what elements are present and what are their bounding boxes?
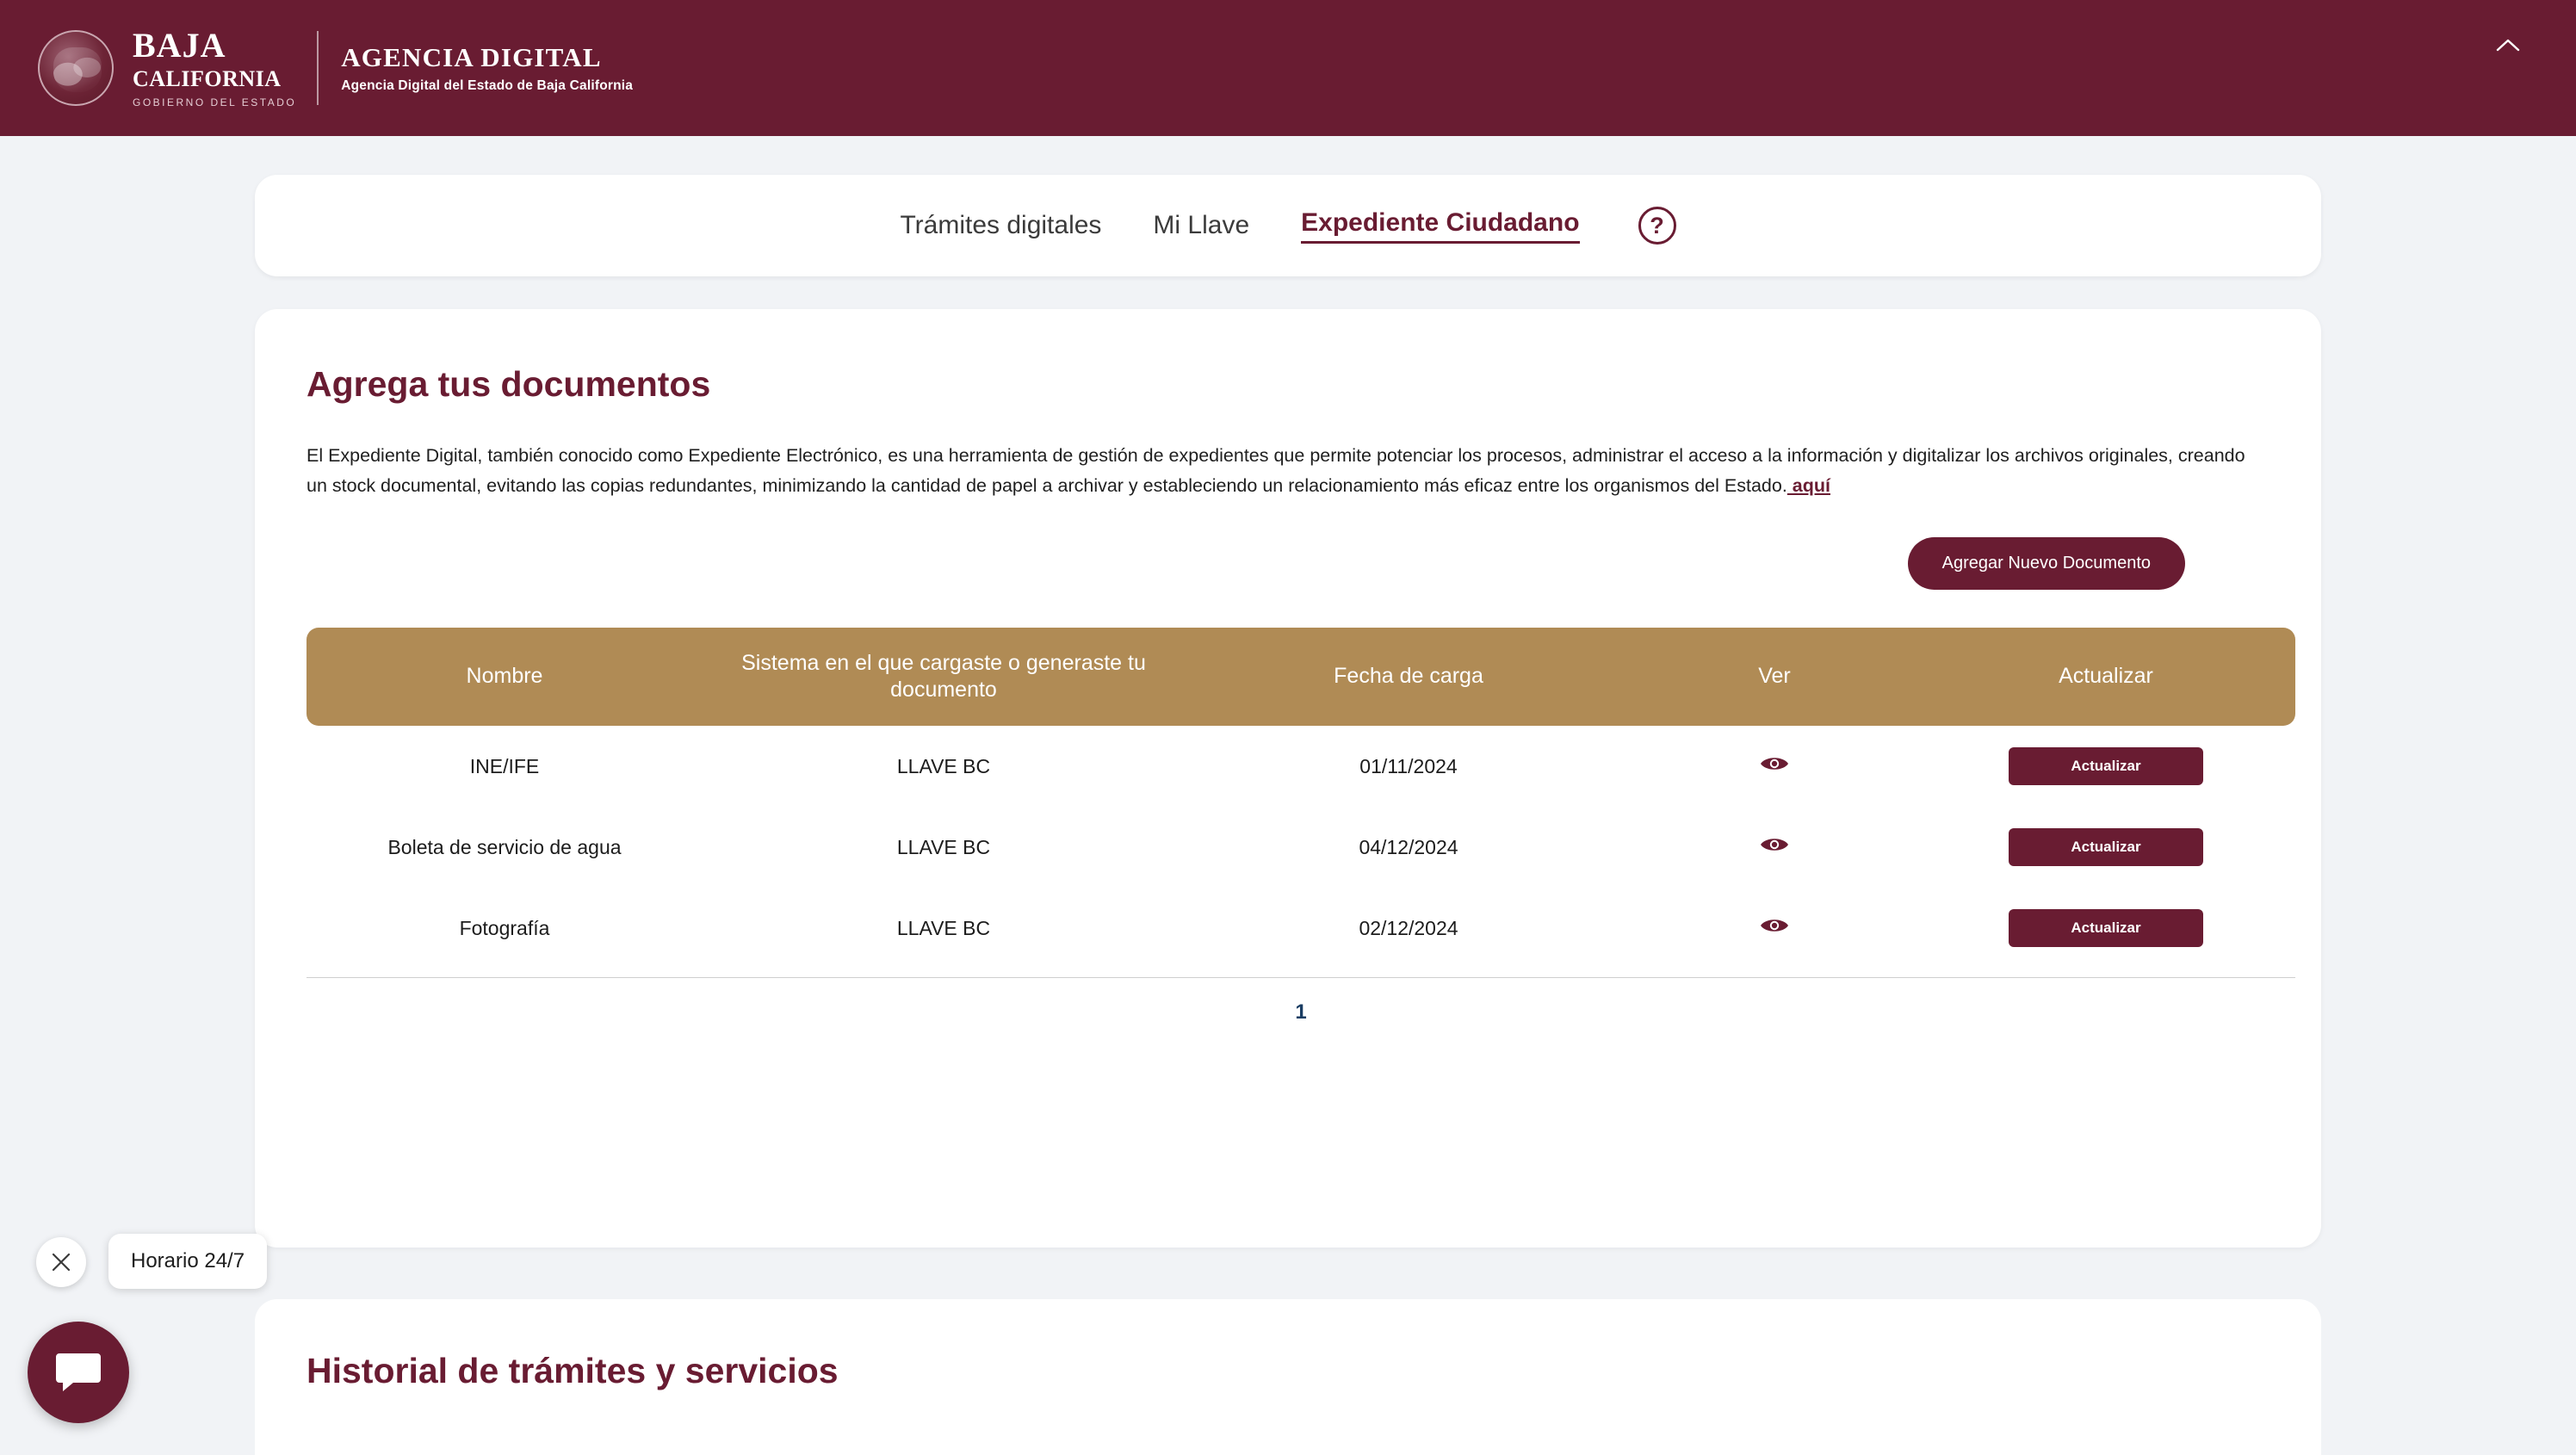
documents-table-body	[307, 726, 2295, 969]
intro-text: El Expediente Digital, también conocido como Expediente Electrónico, es una herramienta de gestión de expedientes que permite potenciar los procesos, administrar el acceso a la información y digitalizar los archivos originales, creando un stock documental, evitando las copias redundantes, minimizando la cantidad de papel a archivar y estableciendo un relacionamiento más eficaz entre los organismos del Estado.	[307, 445, 2245, 496]
cell-sistema: LLAVE BC	[896, 835, 991, 858]
documents-table-wrapper	[307, 628, 2269, 1025]
chevron-up-icon[interactable]	[2493, 31, 2523, 60]
history-card	[255, 1299, 2321, 1455]
table-row	[307, 888, 2295, 969]
documents-card	[255, 309, 2321, 1248]
documents-table	[307, 628, 2295, 969]
page-content	[0, 175, 2576, 1455]
cell-sistema: LLAVE BC	[896, 916, 991, 939]
tab-tramites-digitales[interactable]: Trámites digitales	[900, 211, 1102, 239]
cell-fecha: 04/12/2024	[1359, 835, 1458, 858]
cell-fecha: 01/11/2024	[1359, 754, 1458, 777]
history-title: Historial de trámites y servicios	[307, 1351, 839, 1390]
intro-link-aqui[interactable]: aquí	[1786, 474, 1830, 496]
table-row	[307, 726, 2295, 807]
brand-micro: GOBIERNO DEL ESTADO	[133, 96, 297, 108]
cell-nombre: INE/IFE	[469, 754, 540, 777]
brand-block	[133, 28, 296, 108]
cell-ver	[1632, 888, 1917, 969]
close-icon[interactable]	[36, 1237, 86, 1287]
state-seal-icon	[38, 30, 114, 106]
col-actualizar: Actualizar	[1917, 628, 2295, 727]
eye-icon[interactable]	[1760, 753, 1789, 774]
header-divider	[317, 31, 319, 105]
eye-icon[interactable]	[1760, 834, 1789, 855]
col-nombre: Nombre	[307, 628, 703, 727]
cell-ver	[1632, 807, 1917, 888]
documents-table-head	[307, 628, 2295, 727]
col-fecha-carga: Fecha de carga	[1185, 628, 1632, 727]
cell-actualizar	[1917, 888, 2295, 969]
cell-actualizar	[1917, 807, 2295, 888]
add-document-row	[307, 537, 2269, 590]
add-new-document-button[interactable]: Agregar Nuevo Documento	[1908, 537, 2185, 590]
update-button[interactable]: Actualizar	[2009, 828, 2203, 866]
tab-expediente-ciudadano[interactable]: Expediente Ciudadano	[1301, 208, 1579, 244]
brand-line1: BAJA	[133, 26, 226, 65]
help-icon[interactable]: ?	[1638, 207, 1676, 245]
col-sistema: Sistema en el que cargaste o generaste tu documento	[703, 628, 1185, 727]
chat-icon[interactable]	[28, 1322, 129, 1423]
intro-paragraph	[307, 441, 2269, 501]
main-nav	[255, 175, 2321, 276]
brand-line2: CALIFORNIA	[133, 66, 282, 91]
cell-actualizar	[1917, 726, 2295, 807]
table-header-row	[307, 628, 2295, 727]
tab-mi-llave[interactable]: Mi Llave	[1153, 211, 1250, 239]
update-button[interactable]: Actualizar	[2009, 909, 2203, 947]
eye-icon[interactable]	[1760, 915, 1789, 936]
col-ver: Ver	[1632, 628, 1917, 727]
chat-tooltip[interactable]: Horario 24/7	[108, 1234, 267, 1289]
table-row	[307, 807, 2295, 888]
cell-sistema: LLAVE BC	[896, 754, 991, 777]
pagination-page-1[interactable]: 1	[1295, 1000, 1307, 1025]
cell-nombre: Boleta de servicio de agua	[387, 835, 622, 858]
agency-line1: AGENCIA DIGITAL	[341, 42, 602, 72]
agency-line2: Agencia Digital del Estado de Baja California	[341, 78, 634, 93]
cell-nombre: Fotografía	[459, 916, 550, 939]
agency-block	[341, 42, 633, 94]
cell-fecha: 02/12/2024	[1359, 916, 1458, 939]
site-header	[0, 0, 2576, 136]
cell-ver	[1632, 726, 1917, 807]
page-title: Agrega tus documentos	[307, 364, 711, 404]
update-button[interactable]: Actualizar	[2009, 747, 2203, 785]
pagination	[307, 977, 2295, 1025]
